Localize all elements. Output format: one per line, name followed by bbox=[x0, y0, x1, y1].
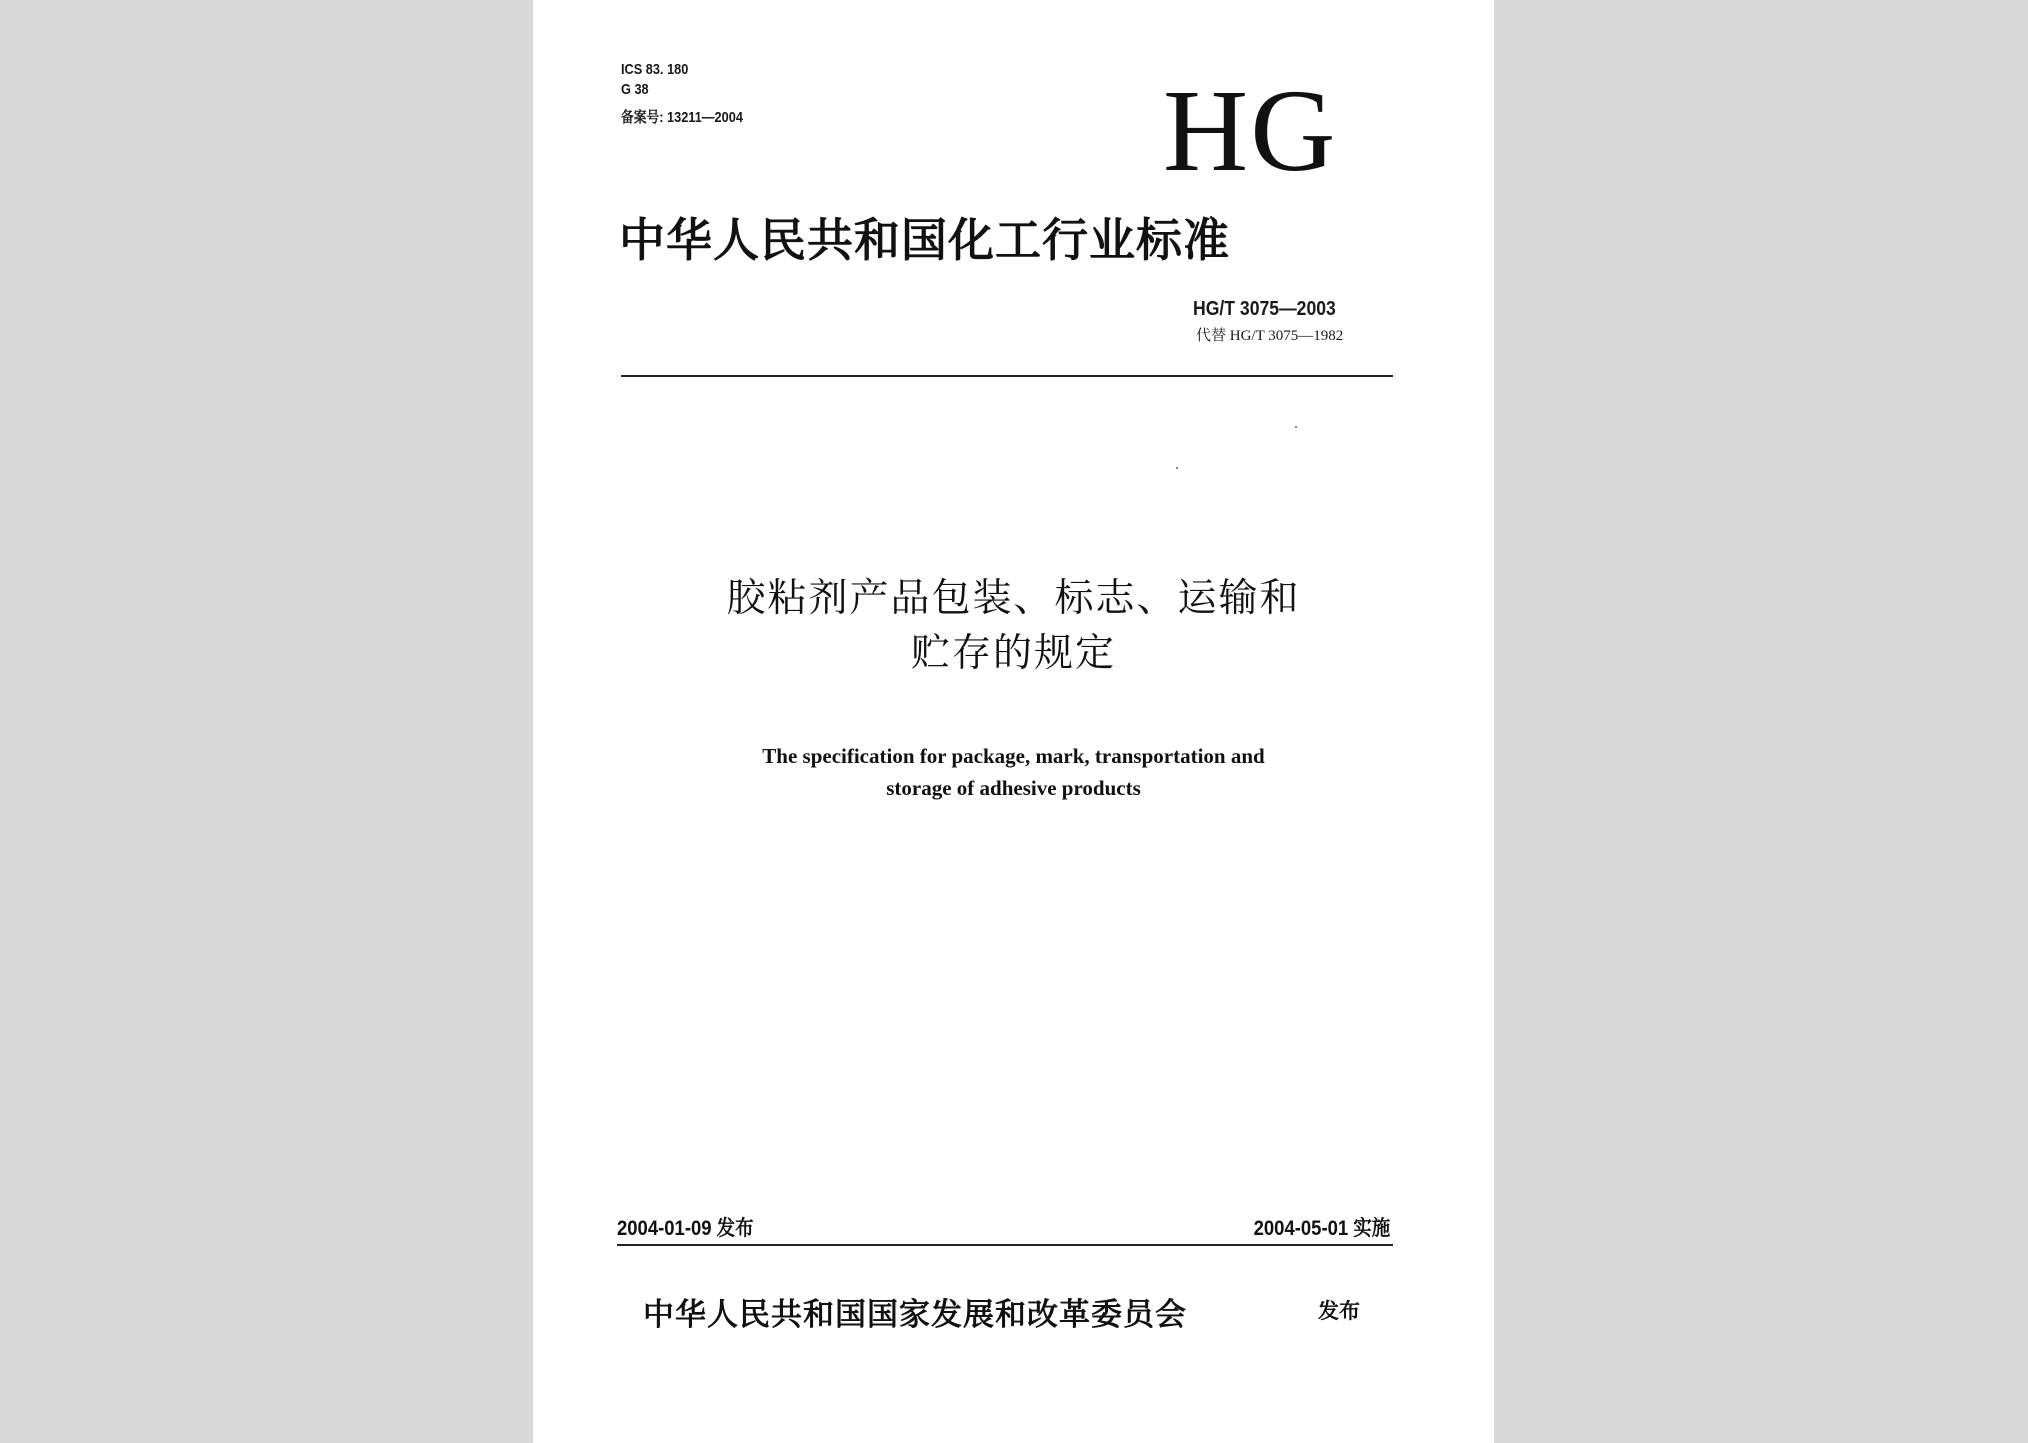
issue-date: 2004-01-09 发布 bbox=[617, 1217, 754, 1240]
document-title-en-line2: storage of adhesive products bbox=[886, 776, 1141, 800]
hg-logo: HG bbox=[1163, 65, 1338, 196]
document-page bbox=[533, 0, 1494, 1443]
scan-speck bbox=[1176, 467, 1178, 469]
issuing-authority-suffix: 发布 bbox=[1318, 1299, 1360, 1323]
replaces-standard: 代替 HG/T 3075—1982 bbox=[1196, 328, 1344, 344]
scan-speck bbox=[1295, 426, 1297, 428]
document-title-cn-line2: 贮存的规定 bbox=[910, 631, 1116, 676]
document-title-cn-line1: 胶粘剂产品包装、标志、运输和 bbox=[726, 576, 1301, 621]
standard-category-title: 中华人民共和国化工行业标准 bbox=[619, 213, 1230, 267]
issuing-authority: 中华人民共和国国家发展和改革委员会 bbox=[643, 1297, 1187, 1333]
implementation-date: 2004-05-01 实施 bbox=[1253, 1217, 1390, 1240]
header-divider bbox=[621, 375, 1393, 377]
document-title-en-line1: The specification for package, mark, transportation and bbox=[762, 744, 1265, 768]
standard-number: HG/T 3075—2003 bbox=[1193, 298, 1336, 320]
footer-divider bbox=[617, 1244, 1393, 1246]
ccs-code: G 38 bbox=[621, 81, 649, 98]
filing-number: 备案号: 13211—2004 bbox=[621, 109, 743, 126]
ics-code: ICS 83. 180 bbox=[621, 61, 689, 78]
